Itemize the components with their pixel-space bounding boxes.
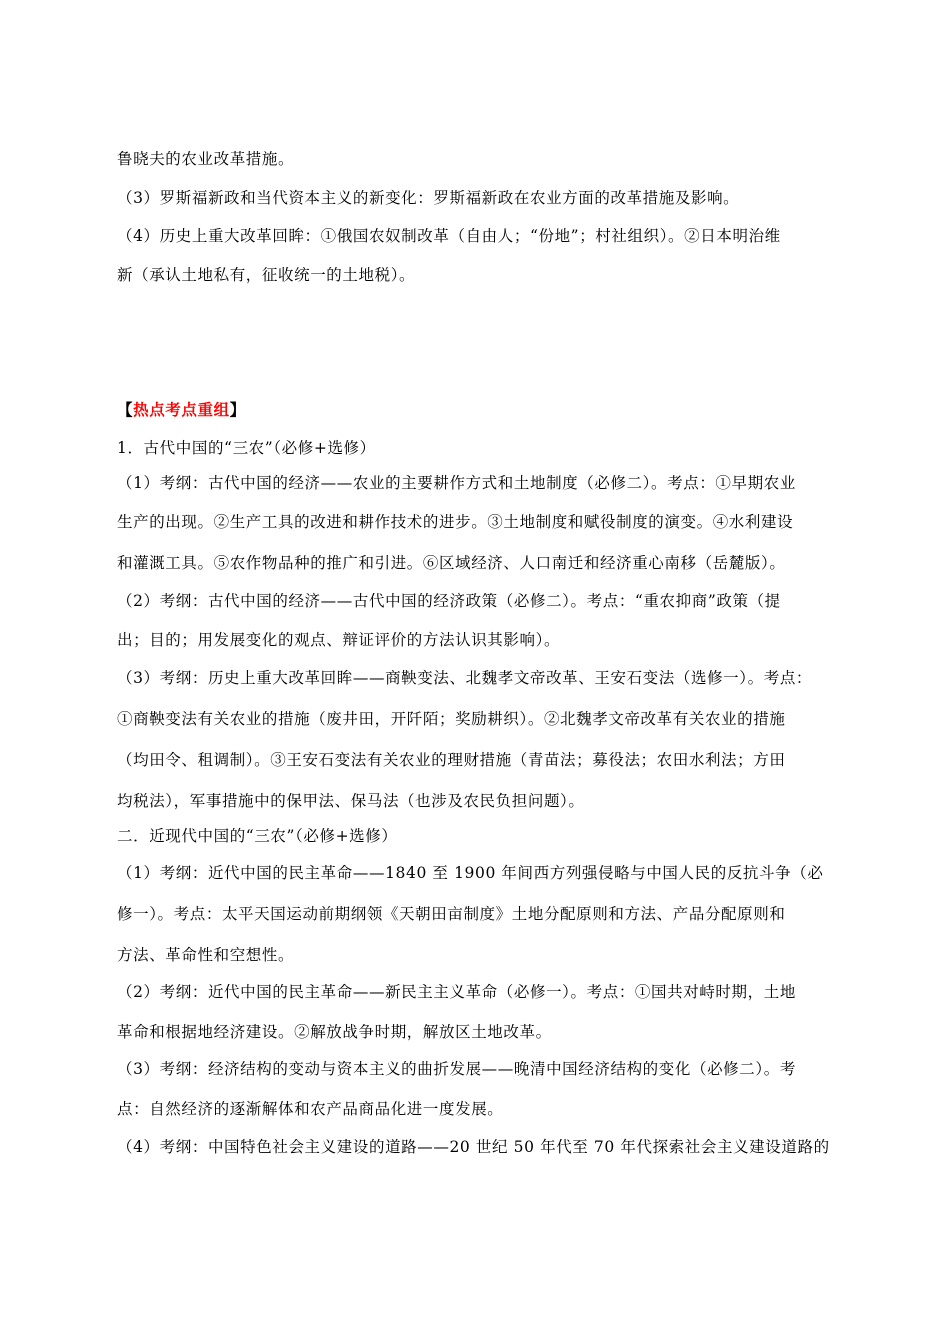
text-line: （2）考纲：近代中国的民主革命——新民主主义革命（必修一）。考点：①国共对峙时期，土地 <box>117 983 796 1001</box>
text-line: 出；目的；用发展变化的观点、辩证评价的方法认识其影响）。 <box>117 631 561 649</box>
text-line: 点：自然经济的逐渐解体和农产品商品化进一度发展。 <box>117 1100 504 1118</box>
text-line: （2）考纲：古代中国的经济——古代中国的经济政策（必修二）。考点：“重农抑商”政策（提 <box>117 592 781 610</box>
text-line: 生产的出现。②生产工具的改进和耕作技术的进步。③土地制度和赋役制度的演变。④水利建设 <box>117 513 794 531</box>
text-line: 均税法），军事措施中的保甲法、保马法（也涉及农民负担问题）。 <box>117 792 585 810</box>
heading-text: 热点考点重组 <box>133 400 230 419</box>
text-line: 和灌溉工具。⑤农作物品种的推广和引进。⑥区域经济、人口南迁和经济重心南移（岳麓版）。 <box>117 554 786 572</box>
text-line: 二．近现代中国的“三农”（必修+选修） <box>117 827 398 845</box>
section-heading <box>117 400 837 420</box>
text-line: 方法、革命性和空想性。 <box>117 946 295 964</box>
text-line: 革命和根据地经济建设。②解放战争时期，解放区土地改革。 <box>117 1023 552 1041</box>
text-line: （4）考纲：中国特色社会主义建设的道路——20 世纪 50 年代至 70 年代探索社会主义建设道路的 <box>117 1138 830 1156</box>
heading-bracket-open: 【 <box>117 400 134 419</box>
text-line: （3）考纲：经济结构的变动与资本主义的曲折发展——晚清中国经济结构的变化（必修二）。考 <box>117 1060 796 1078</box>
text-line: （3）考纲：历史上重大改革回眸——商鞅变法、北魏孝文帝改革、王安石变法（选修一）。考点： <box>117 669 813 687</box>
text-line: 鲁晓夫的农业改革措施。 <box>117 150 295 168</box>
text-line: （1）考纲：近代中国的民主革命——1840 至 1900 年间西方列强侵略与中国人民的反抗斗争（必 <box>117 864 824 882</box>
text-line: （4）历史上重大改革回眸：①俄国农奴制改革（自由人；“份地”；村社组织）。②日本明治维 <box>117 227 781 245</box>
text-line: （均田令、租调制）。③王安石变法有关农业的理财措施（青苗法；募役法；农田水利法；方田 <box>117 751 786 769</box>
heading-bracket-close: 】 <box>229 400 246 419</box>
text-line: （1）考纲：古代中国的经济——农业的主要耕作方式和土地制度（必修二）。考点：①早期农业 <box>117 474 796 492</box>
text-line: 修一）。考点：太平天国运动前期纲领《天朝田亩制度》土地分配原则和方法、产品分配原则和 <box>117 905 786 923</box>
text-line: （3）罗斯福新政和当代资本主义的新变化：罗斯福新政在农业方面的改革措施及影响。 <box>117 189 740 207</box>
text-line: 1．古代中国的“三农”（必修+选修） <box>117 439 376 457</box>
text-line: 新（承认土地私有，征收统一的土地税）。 <box>117 266 416 284</box>
text-line: ①商鞅变法有关农业的措施（废井田，开阡陌；奖励耕织）。②北魏孝文帝改革有关农业的措施 <box>117 710 786 728</box>
